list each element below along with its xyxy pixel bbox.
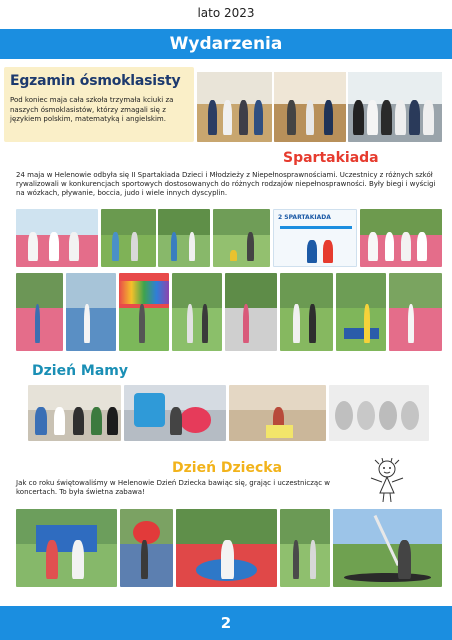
spartakiada-photo-4: [213, 209, 270, 267]
page-footer: [0, 606, 452, 640]
exam-info-box: [4, 67, 194, 142]
mothers-day-photo-4: [329, 385, 429, 441]
page-title: Wydarzenia: [169, 34, 283, 54]
childrens-day-photo-5: [333, 509, 442, 587]
spartakiada-photo-2: [101, 209, 156, 267]
mothers-day-photo-2: [124, 385, 226, 441]
mothers-day-title: Dzień Mamy: [32, 363, 128, 379]
spartakiada-photo-7: [66, 273, 116, 351]
spartakiada-poster: [273, 209, 357, 267]
childrens-day-photo-3: [176, 509, 277, 587]
exam-photo-2: [274, 72, 346, 142]
spartakiada-photo-8: [119, 273, 169, 351]
childrens-day-title: Dzień Dziecka: [172, 460, 283, 476]
spartakiada-poster-text: 2 SPARTAKIADA: [278, 214, 331, 221]
spartakiada-photo-10: [225, 273, 277, 351]
child-doodle-icon: [365, 458, 409, 504]
spartakiada-photo-6: [16, 273, 63, 351]
childrens-day-text: Jak co roku świętowaliśmy w Helenowie Dzień Dziecka bawiąc się, grając i uczestnicząc w koncertach. To była świetna zabawa!: [16, 479, 331, 496]
page-title-banner: [0, 29, 452, 59]
exam-photo-3: [348, 72, 442, 142]
spartakiada-photo-9: [172, 273, 222, 351]
spartakiada-photo-13: [389, 273, 442, 351]
season-label: lato 2023: [197, 6, 255, 20]
spartakiada-photo-12: [336, 273, 386, 351]
spartakiada-photo-5: [360, 209, 442, 267]
mothers-day-photo-3: [229, 385, 326, 441]
spartakiada-text: 24 maja w Helenowie odbyła się II Spartakiada Dzieci i Młodzieży z Niepełnosprawnościami. Uczestnicy z różnych szkół rywalizowali w konkurencjach sportowych dostosowanych do różnych rodzajów niepełnosprawności. Były biegi i wyścigi na wózkach, pływanie, boccia, judo i wiele innych dyscyplin.: [16, 171, 436, 197]
spartakiada-photo-11: [280, 273, 333, 351]
mothers-day-photo-1: [28, 385, 121, 441]
childrens-day-photo-2: [120, 509, 173, 587]
childrens-day-photo-1: [16, 509, 117, 587]
spartakiada-photo-1: [16, 209, 98, 267]
exam-text: Pod koniec maja cała szkoła trzymała kciuki za naszych ósmoklasistów, którzy zmagali się z językiem polskim, matematyką i angielskim.: [10, 96, 174, 123]
spartakiada-photo-3: [158, 209, 210, 267]
page-number: 2: [220, 614, 232, 632]
exam-title: Egzamin ósmoklasisty: [10, 73, 181, 89]
childrens-day-photo-4: [280, 509, 330, 587]
spartakiada-title: Spartakiada: [283, 150, 379, 166]
exam-photo-1: [197, 72, 272, 142]
